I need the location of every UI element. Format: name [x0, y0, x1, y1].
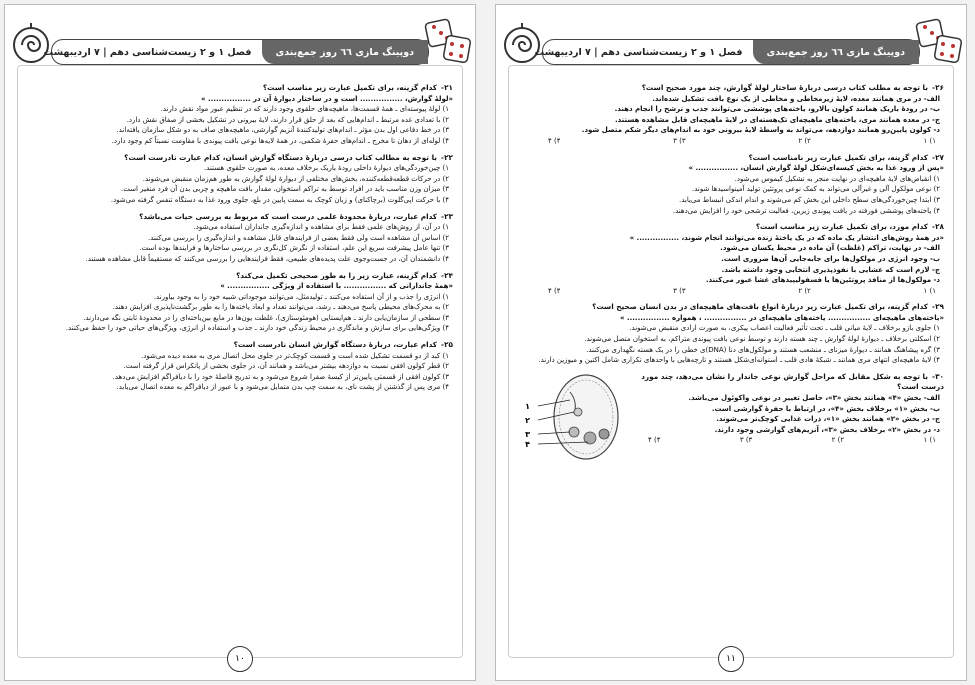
option-1: ۱) انرژی را جذب و از آن استفاده می‌کنند ـ تولیدمثل، می‌توانند موجوداتی شبیه خود را به وجود بیاورند. [153, 292, 449, 301]
choice-4: ۴ (۴ [548, 136, 561, 145]
question-21 [27, 83, 453, 147]
choice-2: ۲ (۲ [798, 136, 811, 145]
option-3: ۳) در خط دفاعی اول بدن مؤثر ـ اندام‌های تولیدکنندهٔ آنزیم گوارشی، ماهیچه‌های صاف به دو شکل سازمان یافته‌اند. [116, 126, 449, 135]
question-title: کدام عبارت، دربارهٔ دستگاه گوارش انسان نادرست است؟ [233, 340, 438, 350]
option-4: ۴) مری پس از گذشتن از پشت نای، به سمت چپ بدن متمایل می‌شود و با عبور از دیافراگم به معده اتصال می‌یابد. [116, 383, 449, 392]
question-number: ۲۱- [441, 83, 453, 92]
option-4: ۴) یاخته‌های پوششی فورفته در بافت پیوندی زیرین، فعالیت ترشحی خود را افزایش می‌دهند. [672, 206, 940, 215]
choice-3: ۳ (۳ [739, 436, 753, 445]
statement-b: ب- در رودهٔ باریک همانند کولون بالارو، یاخته‌های پوششی می‌توانند جذب و ترشح را انجام دهند. [614, 105, 940, 114]
page-left [4, 4, 476, 681]
option-4: ۴) با حرکت اپی‌گلوت (برچاکنای) و زبان کوچک به سمت پایین در بلع، جلوی ورود غذا به دستگاه تنفس گرفته می‌شود. [110, 195, 449, 204]
option-2: ۲) به محرک‌های محیطی پاسخ می‌دهند ـ رشد، می‌توانند تعداد و ابعاد یاخته‌ها را به طور برگشت‌ناپذیری افزایش دهند. [112, 303, 449, 312]
questions-column [27, 83, 453, 399]
option-3: ۳) ابتدا چین‌خوردگی‌های سطح داخلی این بخش کم می‌شوند و اندام اندکی انبساط می‌یابد. [678, 195, 940, 204]
header-series-title: دوپینگ مازی ٦٦ روز جمع‌بندی [753, 40, 920, 64]
question-stem: «لولهٔ گوارش، ................ است و در ساختار دیوارهٔ آن در ................ » [201, 94, 453, 103]
question-24 [27, 271, 453, 335]
dice-icon [914, 15, 964, 65]
question-number: ۲۹- [932, 302, 944, 312]
page-number: ۱۱ [718, 646, 744, 672]
statement-b: ب- بخش «۱» برخلاف بخش «۴»، در ارتباط با حفرهٔ گوارشی است. [711, 404, 940, 413]
figure-label-1: ۱ [525, 401, 530, 411]
page-right [495, 4, 967, 681]
option-3: ۳) کولون افقی از قسمتی پایین‌تر از کیسهٔ صفرا شروع می‌شود و به تدریج فاصلهٔ خود را با دیافراگم افزایش می‌دهد. [112, 372, 449, 381]
option-3: ۳) تنها عامل پیشرفت سریع این علم، استفاده از نگرش کل‌نگری در بررسی ساختارها و فرایندها بوده است. [139, 244, 449, 253]
dice-icon [423, 15, 473, 65]
choice-3: ۳ (۳ [673, 286, 686, 295]
choice-4: ۴ (۴ [648, 436, 661, 445]
choice-1: ۱ (۱ [923, 436, 936, 445]
option-3: ۳) سطحی از سازمان‌یابی دارند ـ هم‌ایستایی (هومئوستازی)، غلظت یون‌ها در مایع بین‌یاخته‌ای را در محدودهٔ ثابتی نگه می‌دارند. [83, 313, 449, 322]
question-29 [518, 302, 944, 366]
statement-a: الف- در نهایت، تراکم (غلظت) آن ماده در محیط یکسان می‌شود. [720, 244, 940, 253]
choice-3: ۳ (۳ [673, 136, 686, 145]
question-22 [27, 153, 453, 206]
statement-d: د- مولکول‌ها از منافذ پروتئین‌ها یا فسفولیپیدهای غشا عبور می‌کنند. [705, 276, 940, 285]
option-4: ۴) لایهٔ ماهیچه‌ای انتهای مری همانند ـ شبکهٔ هادی قلب ـ استوانه‌ای‌شکل هستند و تارچه‌هایی با واحدهای تکراری شامل اکتین و میوزین دارند. [538, 356, 940, 365]
statement-b: ب- وجود انرژی در مولکول‌ها برای جابه‌جایی آن‌ها ضروری است. [721, 254, 940, 263]
option-2: ۲) قطر کولون افقی نسبت به دوازدهه بیشتر می‌باشد و همانند آن، در جلوی بخشی از پانکراس قرار گرفته است. [123, 362, 449, 371]
brain-maze-logo-icon [502, 21, 542, 67]
page-header [43, 39, 429, 65]
choice-1: ۱ (۱ [923, 286, 936, 295]
question-27 [518, 153, 944, 217]
question-25 [27, 340, 453, 393]
question-number: ۲۷- [932, 152, 944, 162]
question-title: کدام گزینه، برای تکمیل عبارت زیر دربارهٔ انواع بافت‌های ماهیچه‌ای در بدن انسان صحیح است؟ [592, 302, 929, 312]
choice-2: ۲ (۲ [798, 286, 811, 295]
figure-label-4: ۴ [525, 439, 530, 449]
option-1: ۱) انقباض‌های لایهٔ ماهیچه‌ای در نهایت منجر به تشکیل کیموس می‌شود. [734, 174, 940, 183]
question-stem: «یاخته‌های ماهیچه‌ای ................ یاخته‌های ماهیچه‌ای در ................ ، همواره ................ » [620, 313, 944, 322]
answer-choices [518, 136, 944, 147]
option-2: ۲) با تعدادی غده مرتبط ـ اندام‌هایی که بعد از حلق قرار دارند، لایهٔ بیرونی در تشکیل بخشی از صفاق نقش دارد. [126, 115, 449, 124]
question-title: کدام گزینه، برای تکمیل عبارت زیر نامناسب است؟ [748, 152, 929, 162]
answer-choices [518, 286, 944, 297]
question-title: با توجه به مطلب کتاب درسی دربارهٔ ساختار لولهٔ گوارش، چند مورد صحیح است؟ [641, 83, 929, 92]
option-4: ۴) دانشمندان آن، در جست‌وجوی علت پدیده‌های طبیعی، فقط فرایندهایی را بررسی می‌کنند که مستقیماً قابل مشاهده هستند. [85, 254, 449, 263]
question-title: با توجه به مطالب کتاب درسی دربارهٔ دستگاه گوارش انسان، کدام عبارت نادرست است؟ [124, 152, 438, 162]
header-chapter: فصل ۱ و ۲ زیست‌شناسی دهم | ۷ اردیبهشت [534, 46, 743, 58]
choice-1: ۱ (۱ [923, 136, 936, 145]
question-number: ۲۲- [441, 152, 453, 162]
question-title: کدام عبارت، دربارهٔ محدودهٔ علمی درست است که مربوط به بررسی حیات می‌باشد؟ [139, 211, 438, 221]
option-1: ۱) لولهٔ پیوسته‌ای ـ همهٔ قسمت‌ها، ماهیچه‌های حلقوی وجود دارند که در تنظیم عبور مواد نقش دارند. [160, 105, 449, 114]
option-2: ۲) اسکلتی برخلاف ـ دیوارهٔ لولهٔ گوارش ـ چند هسته دارند و توسط نوعی بافت پیوندی متراکم، به استخوان متصل می‌شوند. [584, 335, 940, 344]
figure-label-2: ۲ [525, 415, 530, 425]
statement-c: ج- لازم است که غشایی با نفوذپذیری انتخابی وجود داشته باشد. [721, 265, 940, 274]
option-1: ۱) کبد از دو قسمت تشکیل شده است و قسمت کوچک‌تر در جلوی محل اتصال مری به معده دیده می‌شود. [141, 351, 449, 360]
question-number: ۲۶- [932, 83, 944, 92]
statement-a: الف- در مری همانند معده، لایهٔ زیرمخاطی و مخاطی از یک نوع بافت تشکیل شده‌اند. [652, 94, 940, 103]
option-1: ۱) در آن، از روش‌های علمی فقط برای مشاهده و اندازه‌گیری جانداران استفاده می‌شود. [193, 223, 449, 232]
question-23 [27, 212, 453, 265]
choice-4: ۴ (۴ [548, 286, 561, 295]
question-title: با توجه به شکل مقابل که مراحل گوارش نوعی جاندار را نشان می‌دهد، چند مورد درست است؟ [641, 371, 944, 392]
question-26 [518, 83, 944, 147]
page-number: ۱۰ [227, 646, 253, 672]
questions-column [518, 83, 944, 452]
brain-maze-logo-icon [11, 21, 51, 67]
question-number: ۲۳- [441, 211, 453, 221]
statement-c: ج- در بخش «۲» همانند بخش «۱»، ذرات غذایی کوچک‌تر می‌شوند. [716, 415, 940, 424]
question-number: ۳۰- [932, 371, 944, 381]
option-3: ۳) گره پیشاهنگ همانند ـ دیوارهٔ میزنای ـ منشعب هستند و مولکول‌های دنا (DNA)ی خطی را در یک هسته نگهداری می‌کنند. [586, 345, 940, 354]
figure-label-3: ۳ [525, 429, 530, 439]
answer-choices [618, 435, 944, 446]
question-number: ۲۵- [441, 340, 453, 350]
option-2: ۲) نوعی مولکول آلی و غیرآلی می‌تواند به کمک نوعی پروتئین تولید آمینواسیدها شوند. [691, 185, 940, 194]
paramecium-digestion-figure [526, 372, 626, 462]
question-stem: «همهٔ جاندارانی که ................ با استفاده از ویژگی ................ » [220, 282, 453, 291]
statement-d: د- کولون پایین‌رو همانند دوازدهه، می‌تواند به واسطهٔ لایهٔ بیرونی خود به اندام‌های دیگر شکم متصل شود. [581, 126, 940, 135]
question-title: کدام گزینه، برای تکمیل عبارت زیر مناسب است؟ [262, 83, 438, 92]
question-28 [518, 222, 944, 296]
question-title: کدام مورد، برای تکمیل عبارت زیر مناسب است؟ [755, 222, 929, 232]
choice-2: ۲ (۲ [831, 436, 845, 445]
question-30 [518, 371, 944, 449]
statement-c: ج- در معده همانند مری، یاخته‌های ماهیچه‌ای تک‌هسته‌ای در لایهٔ ماهیچه‌ای قابل مشاهده هستند. [614, 115, 940, 124]
option-4: ۴) لوله‌ای از دهان تا مخرج ـ اندام‌های حفرهٔ شکمی، در همهٔ لایه‌ها نوعی بافت پیوندی با مقاومت نسبتاً کم وجود دارد. [111, 136, 449, 145]
header-chapter: فصل ۱ و ۲ زیست‌شناسی دهم | ۷ اردیبهشت [43, 46, 252, 58]
option-4: ۴) ویژگی‌هایی برای سازش و ماندگاری در محیط زندگی خود دارند ـ جذب و استفاده از انرژی، ویژگی‌های حیاتی خود را حفظ می‌کنند. [65, 324, 449, 333]
question-number: ۲۸- [932, 222, 944, 232]
statement-a: الف- بخش «۴» همانند بخش «۳»، حاصل تغییر در نوعی واکوئول می‌باشد. [688, 394, 940, 403]
statement-d: د- در بخش «۲» برخلاف بخش «۳»، آنزیم‌های گوارشی وجود دارند. [714, 425, 940, 434]
question-stem: «پس از ورود غذا به بخش کیسه‌ای‌شکل لولهٔ گوارش انسان، ................ » [688, 164, 944, 173]
option-2: ۲) در حرکات قطعه‌قطعه‌کننده، بخش‌های مختلفی از دیوارهٔ لولهٔ گوارش به طور هم‌زمان منقبض می‌شوند. [142, 174, 449, 183]
option-2: ۲) اساس آن مشاهده است ولی فقط بعضی از فرایندهای قابل مشاهده و اندازه‌گیری را بررسی می‌کنند. [147, 233, 449, 242]
header-series-title: دوپینگ مازی ٦٦ روز جمع‌بندی [262, 40, 429, 64]
question-title: کدام گزینه، عبارت زیر را به طور صحیحی تکمیل می‌کند؟ [236, 270, 438, 280]
question-number: ۲۴- [441, 270, 453, 280]
page-header [534, 39, 920, 65]
question-stem: «در همهٔ روش‌های انتشار یک ماده که در یک یاختهٔ زنده می‌توانند انجام شوند، ................ » [629, 233, 944, 242]
option-3: ۳) میزان وزن مناسب باید در افراد توسط به تراکم استخوان، مقدار بافت ماهیچه و چربی بدن آن فرد متغیر است. [121, 185, 449, 194]
option-1: ۱) چین‌خوردگی‌های دیوارهٔ داخلی رودهٔ باریک برخلاف معده، به صورت حلقوی هستند. [204, 164, 449, 173]
option-1: ۱) جلوی بازو برخلاف ـ لایهٔ میانی قلب ـ تحت تأثیر فعالیت اعصاب پیکری، به صورت ارادی منقبض می‌شوند. [629, 324, 940, 333]
